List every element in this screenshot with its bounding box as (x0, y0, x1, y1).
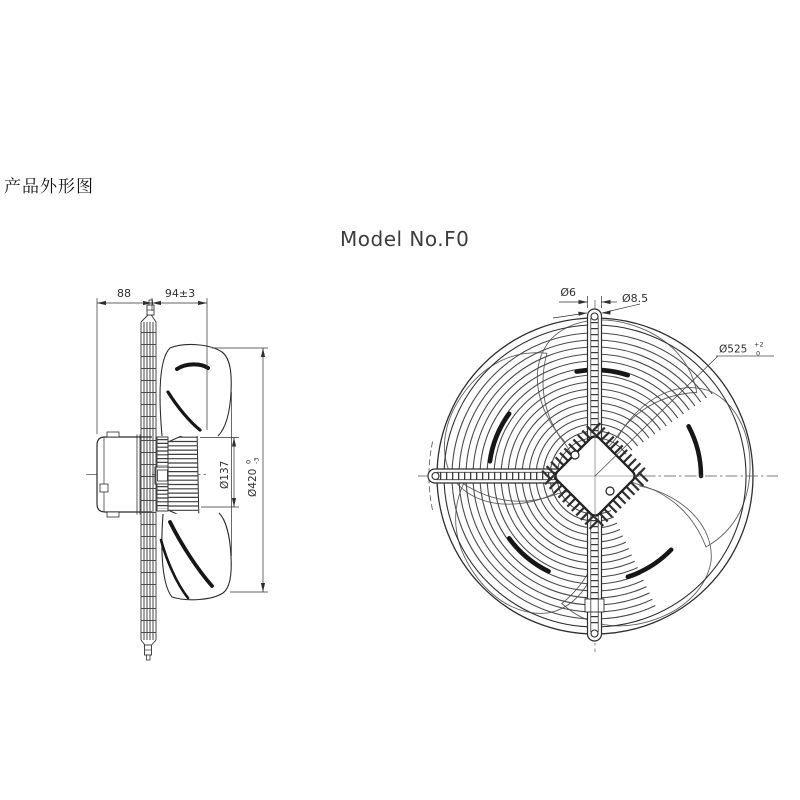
dim-motor-diameter-label: Ø137 (219, 460, 231, 489)
side-view (86, 287, 268, 660)
bottom-mount-hole (591, 630, 598, 637)
page-title: 产品外形图 (4, 177, 94, 197)
dim-impeller-depth-label: 94±3 (164, 287, 196, 300)
dim-outer-tol-lower: 0 (756, 349, 761, 358)
dim-guard-wire-label: Ø6 (560, 286, 576, 299)
dim-outer-diameter-label: Ø525 (719, 343, 748, 356)
left-mount-hole (432, 473, 439, 480)
dim-outer-tol-upper: +2 (754, 340, 764, 349)
hub-screw-2 (606, 487, 614, 495)
dim-motor-diameter (200, 438, 239, 508)
model-number-label: Model No.F0 (340, 227, 470, 251)
dim-guard-wire (559, 286, 617, 308)
dim-impeller-tol-lower: -3 (252, 457, 261, 464)
front-view (418, 286, 778, 652)
dim-impeller-tol-upper: 0 (244, 459, 253, 464)
hub-screw-1 (571, 451, 579, 459)
dim-mount-hole-label: Ø8.5 (622, 292, 649, 305)
dim-impeller-diameter-label: Ø420 (247, 468, 259, 497)
impeller-hub (168, 428, 199, 526)
dim-motor-depth-label: 88 (117, 287, 131, 300)
top-mount-hole (591, 313, 598, 320)
